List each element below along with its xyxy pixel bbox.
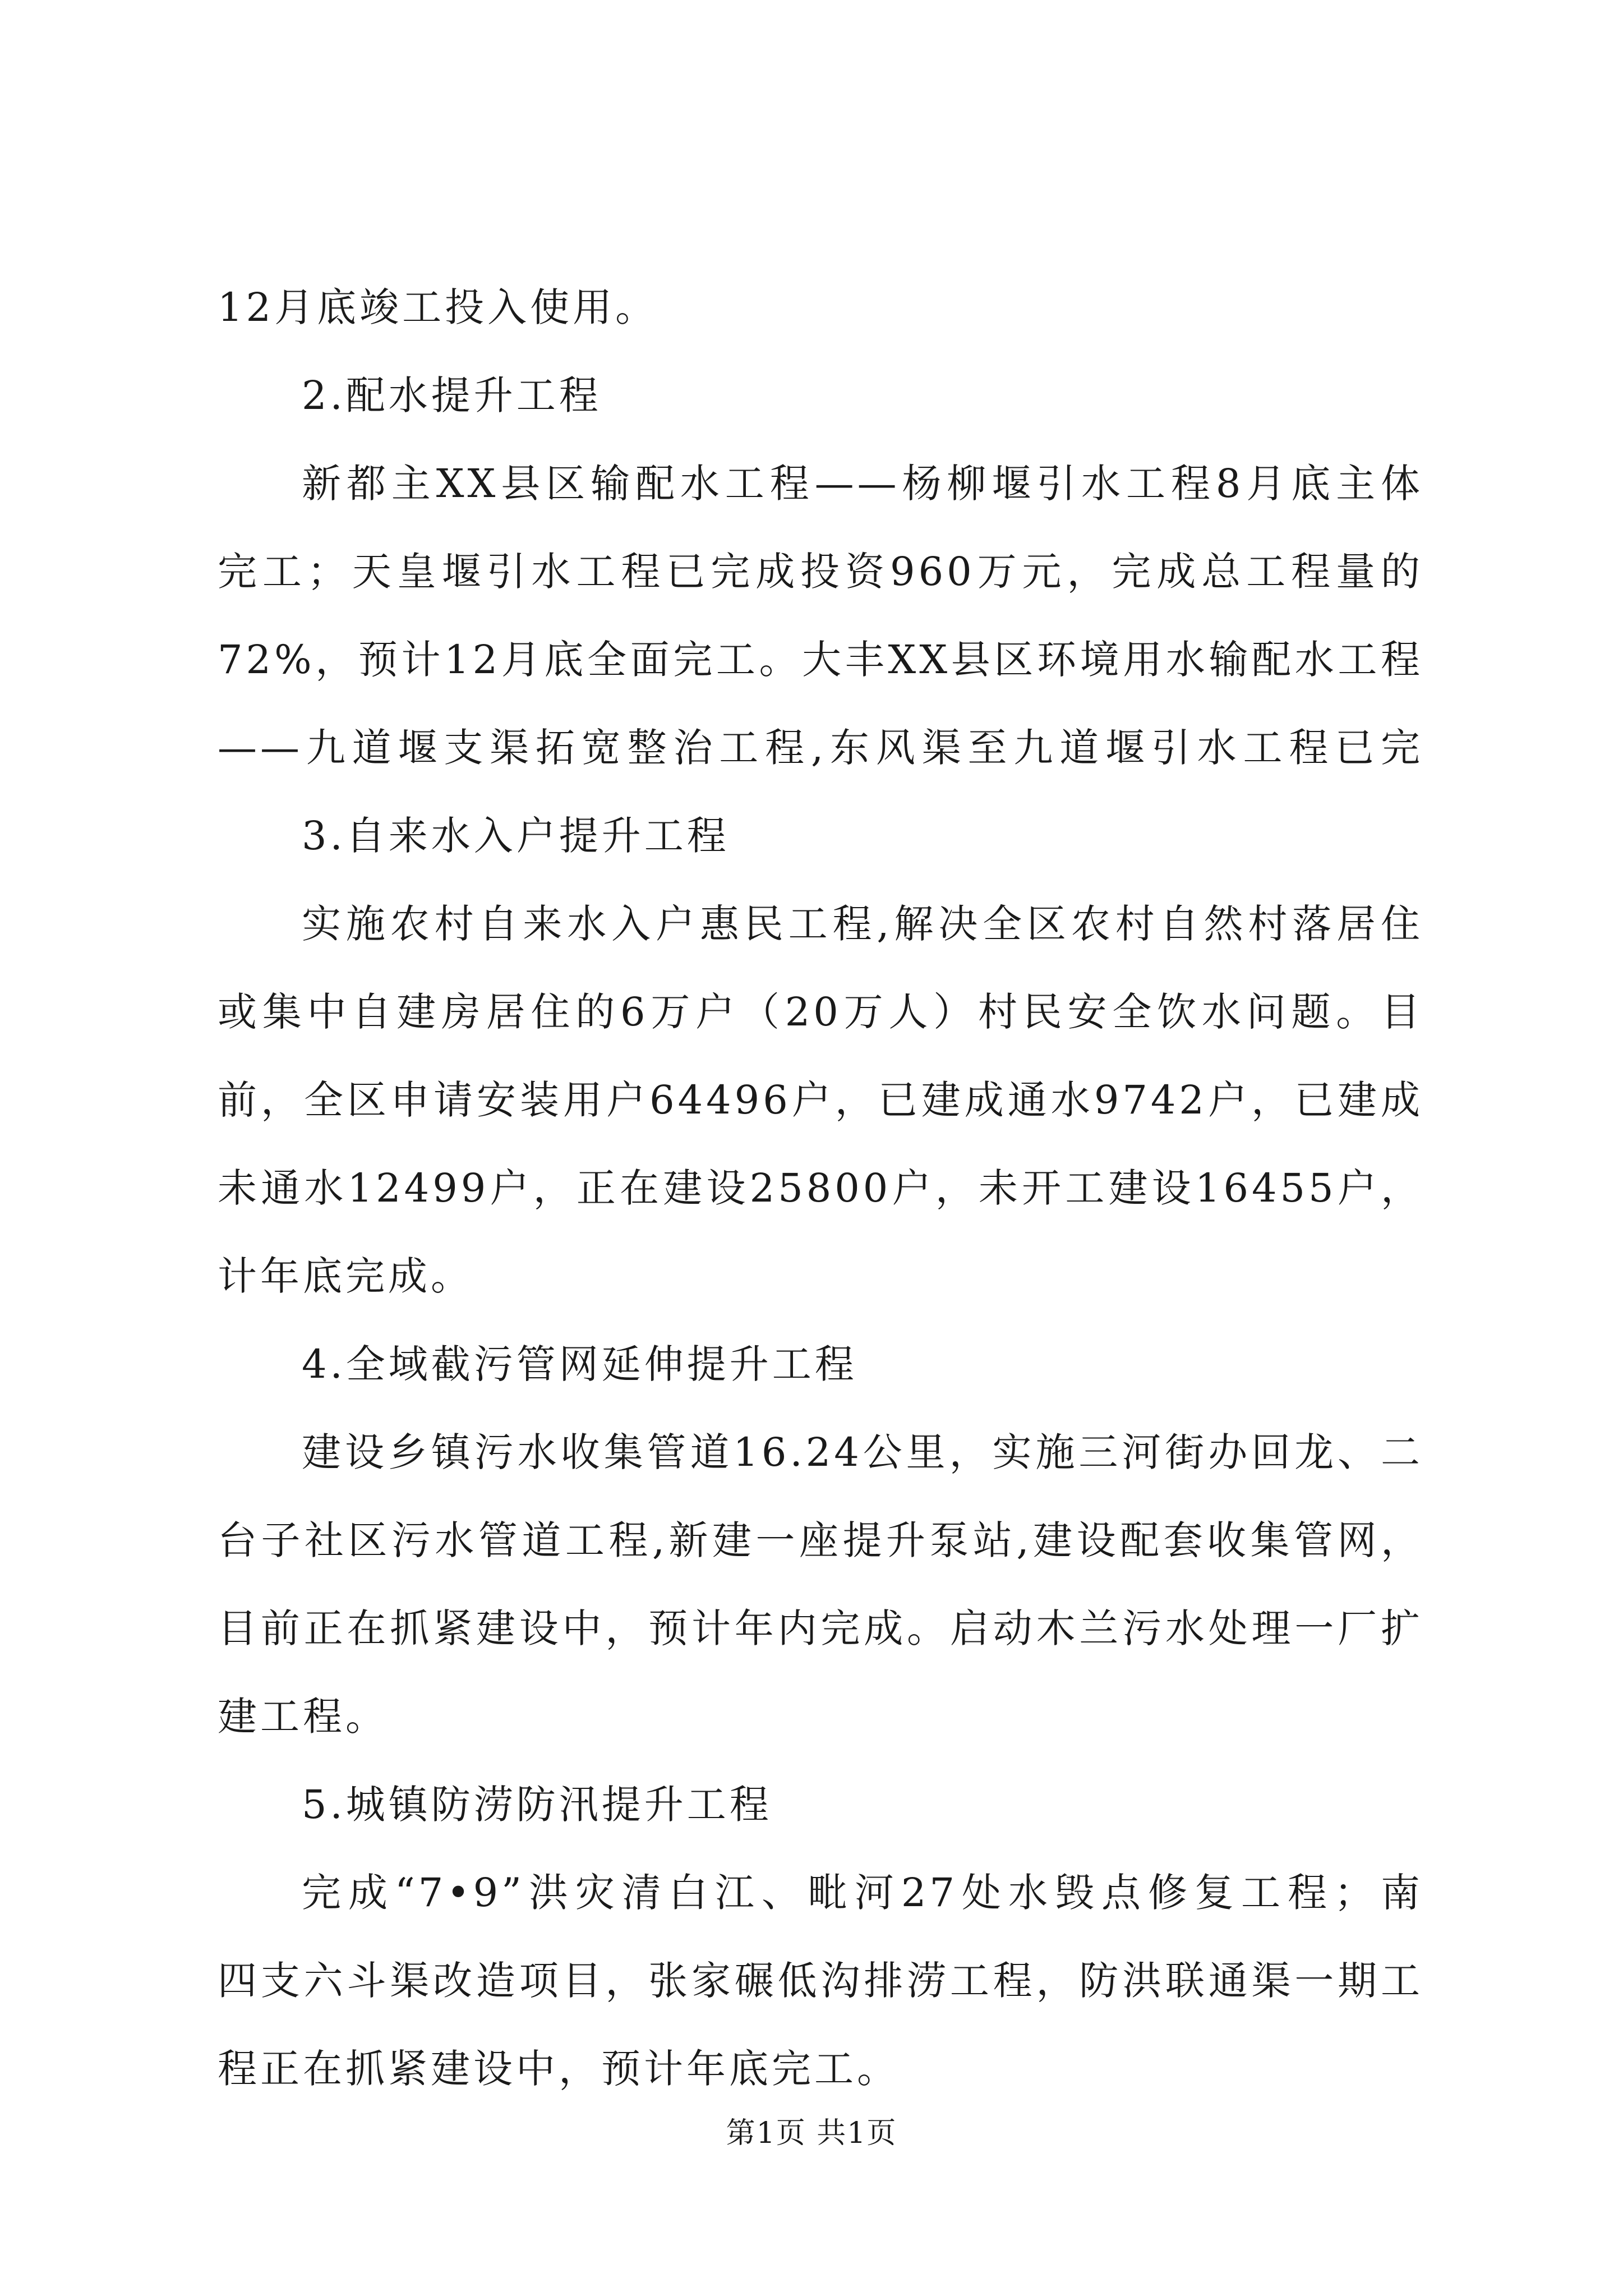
- text-line: 实施农村自来水入户惠民工程,解决全区农村自然村落居住: [302, 901, 1423, 947]
- text-line: 或集中自建房居住的6万户（20万人）村民安全饮水问题。目: [218, 989, 1423, 1035]
- text-line: 完成“7•9”洪灾清白江、毗河27处水毁点修复工程；南: [302, 1870, 1423, 1916]
- text-line: 完工；天皇堰引水工程已完成投资960万元，完成总工程量的: [218, 549, 1423, 595]
- page-footer: 第1页 共1页: [726, 2116, 897, 2150]
- text-line: 前，全区申请安装用户64496户，已建成通水9742户，已建成: [218, 1077, 1423, 1123]
- text-line: 建设乡镇污水收集管道16.24公里，实施三河街办回龙、二: [302, 1429, 1423, 1475]
- text-line: 72%，预计12月底全面完工。大丰XX县区环境用水输配水工程: [218, 637, 1423, 683]
- document-body: [218, 264, 1423, 2113]
- text-line: 目前正在抓紧建设中，预计年内完成。启动木兰污水处理一厂扩: [218, 1605, 1423, 1651]
- text-line: 未通水12499户，正在建设25800户，未开工建设16455户，: [218, 1165, 1423, 1211]
- text-line: 程正在抓紧建设中，预计年底完工。: [218, 2046, 900, 2092]
- text-line: 12月底竣工投入使用。: [218, 284, 658, 330]
- text-line: 新都主XX县区输配水工程——杨柳堰引水工程8月底主体: [302, 461, 1423, 507]
- text-line: ——九道堰支渠拓宽整治工程,东风渠至九道堰引水工程已完: [218, 725, 1423, 771]
- text-line: 计年底完成。: [218, 1253, 473, 1299]
- text-line: 4.全域截污管网延伸提升工程: [302, 1341, 857, 1387]
- text-line: 2.配水提升工程: [302, 372, 602, 418]
- text-line: 四支六斗渠改造项目，张家碾低沟排涝工程，防洪联通渠一期工: [218, 1958, 1423, 2004]
- text-line: 建工程。: [218, 1694, 388, 1740]
- text-line: 台子社区污水管道工程,新建一座提升泵站,建设配套收集管网，: [218, 1517, 1423, 1563]
- text-line: 5.城镇防涝防汛提升工程: [302, 1782, 772, 1828]
- text-line: 3.自来水入户提升工程: [302, 813, 730, 859]
